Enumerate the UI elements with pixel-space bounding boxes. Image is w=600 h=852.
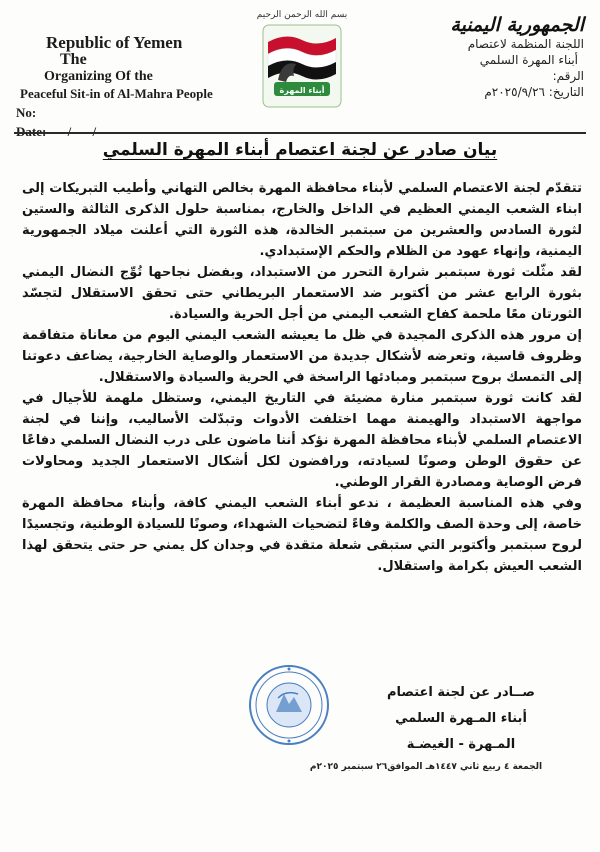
official-seal <box>248 664 330 746</box>
paragraph: إن مرور هذه الذكرى المجيدة في ظل ما يعيشه الشعب اليمني اليوم من معاناة متفاقمة وظروف قاسية، وتعرضه لأشكال جديدة من الاستعمار والوصاية الخارجية، يضاعف دعوتنا إلى التمسك بروح سبتمبر ومبادئها الراسخة في الحرية والسيادة والاستقلال. <box>22 328 582 385</box>
number-field <box>16 104 241 121</box>
arabic-ref: الرقم: <box>552 69 584 83</box>
date-sep-2: / <box>92 124 97 139</box>
paragraph: وفي هذه المناسبة العظيمة ، ندعو أبناء الشعب اليمني كافة، وأبناء محافظة المهرة خاصة، إلى وحدة الصف والكلمة وفاءً لتضحيات الشهداء، وصونًا للسيادة الوطنية، وتجسيدًا لروح سبتمبر وأكتوبر التي ستبقى شعلة متقدة في وجدان كل يمني حر حتى يتحقق لهذا الشعب العيش بكرامة واستقلال. <box>22 496 582 574</box>
seal-stamp-icon <box>248 664 330 746</box>
statement-body <box>22 178 582 577</box>
center-header <box>252 10 352 108</box>
signature-line-3: المـهرة - الغيضـة <box>406 737 516 752</box>
basmala: بسم الله الرحمن الرحيم <box>256 10 348 20</box>
date-sep-1: / <box>67 124 72 139</box>
english-the: The <box>60 51 87 68</box>
arabic-date: التاريخ: ٢٠٢٥/٩/٢٦م <box>484 85 584 99</box>
header-divider <box>14 132 586 134</box>
signature-date: الجمعة ٤ ربيع ثاني ١٤٤٧هـ الموافق٢٦ سبتمبر ٢٠٢٥م <box>309 762 543 772</box>
statement-title <box>0 140 600 160</box>
arabic-republic: الجمهورية اليمنية <box>450 14 584 36</box>
paragraph: تتقدّم لجنة الاعتصام السلمي لأبناء محافظة المهرة بخالص التهاني وأطيب التبريكات إلى ابناء الشعب اليمني العظيم في الداخل والخارج، بمناسبة حلول الذكرى الثالثة والستين لثورة السادس والعشرين من سبتمبر الخالدة، هذه الثورة التي أعلنت ميلاد الجمهورية اليمنية، وإنهاء عهود من الظلام والحكم الإستبدادي. <box>22 181 582 259</box>
arabic-committee: اللجنة المنظمة لاعتصام <box>467 37 584 51</box>
number-label: No: <box>16 105 37 120</box>
paragraph: لقد مثّلت ثورة سبتمبر شرارة التحرر من الاستبداد، وبفضل نجاحها تُوِّج النضال اليمني بثورة الرابع عشر من أكتوبر ضد الاستعمار البريطاني حتى تحقق الاستقلال لتجسّد الثورتان معًا ملحمة كفاح الشعب اليمني من أجل الحرية والسيادة. <box>22 265 582 322</box>
signature-block <box>346 680 576 758</box>
english-organizing: Organizing Of the <box>44 69 153 84</box>
english-republic: Republic of Yemen <box>46 33 183 52</box>
date-label: Date: <box>16 124 47 139</box>
statement-title-text: بيان صادر عن لجنة اعتصام أبناء المهرة السلمي <box>102 140 498 160</box>
signature-line-1: صــادر عن لجنة اعتصام <box>387 685 535 700</box>
english-peaceful: Peaceful Sit-in of Al-Mahra People <box>20 86 213 101</box>
paragraph: لقد كانت ثورة سبتمبر منارة مضيئة في التاريخ اليمني، وستظل ملهمة للأجيال في مواجهة الاستبداد والهيمنة مهما اختلفت الأدوات وتبدّلت الأساليب، وإننا في لجنة الاعتصام السلمي لأبناء محافظة المهرة نؤكد أننا ماضون على درب النضال السلمي دفاعًا عن حقوق الوطن وصونًا لسيادته، ورافضون لكل أشكال الاستعمار الجديد ومحاولات فرض الوصاية ومصادرة القرار الوطني. <box>22 391 582 490</box>
english-header <box>16 34 241 140</box>
organization-logo <box>262 24 342 108</box>
logo-emblem-icon <box>262 24 342 108</box>
signature-line-2: أبناء المـهرة السلمي <box>395 711 527 726</box>
logo-text: أبناء المهرة <box>279 86 325 95</box>
arabic-people: أبناء المهرة السلمي <box>479 53 578 67</box>
arabic-header <box>384 14 584 100</box>
